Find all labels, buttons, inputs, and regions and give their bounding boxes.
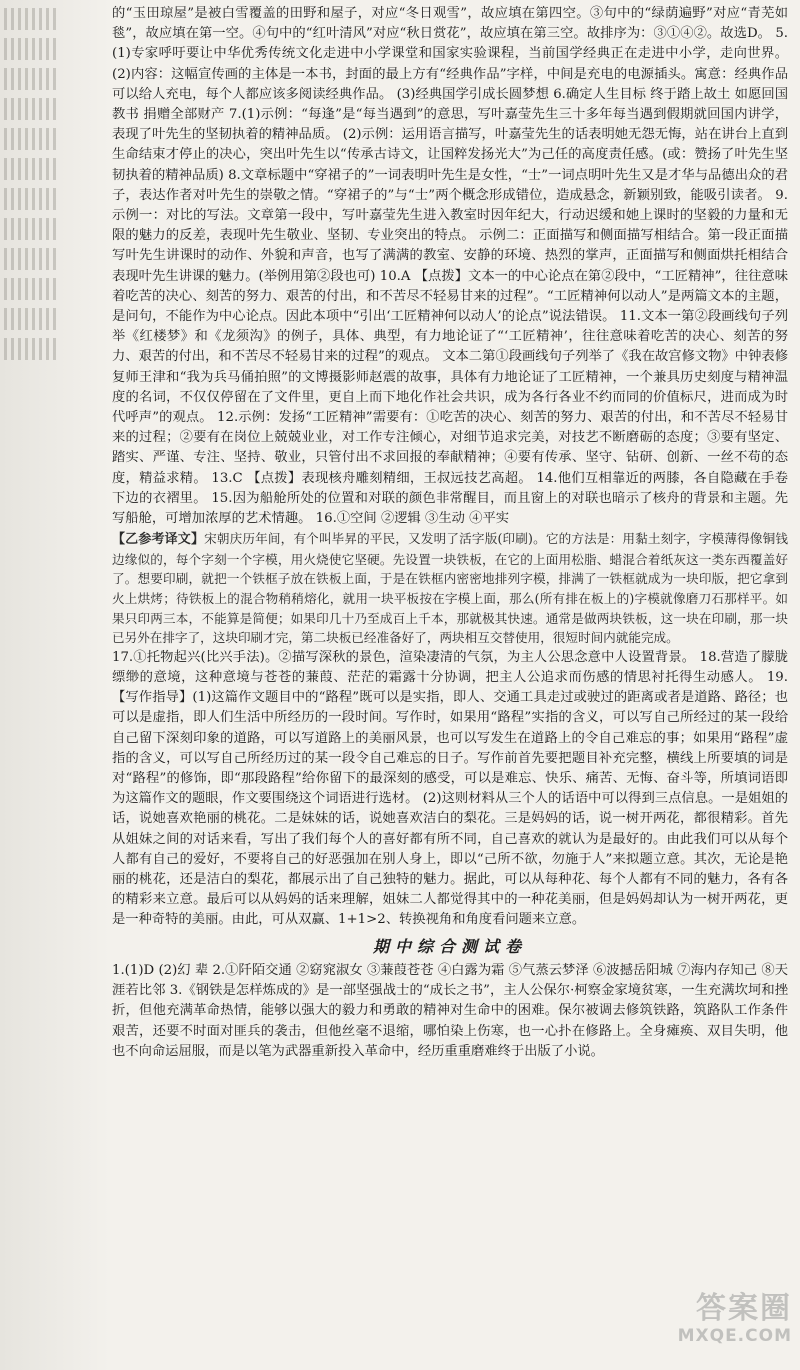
answer-text-block-2: 17.①托物起兴(比兴手法)。②描写深秋的景色，渲染凄清的气氛，为主人公思念意中人设置背景。 18.营造了朦胧缥缈的意境，这种意境与苍苍的蒹葭、茫茫的霜露十分协调，把主人公追求而伤感的情思衬托得生动感人。 19.【写作指导】(1)这篇作文题目中的“路程”既可以是实指，即人、交通工具走过或驶过的距离或者是道路、路径；也可以是虚指，即人们生活中所经历的一段时间。写作时，如果用“路程”实指的含义，可以写自己所经过的某一段给自己留下深刻印象的道路，可以写道路上的美丽风景，也可以写发生在道路上的令自己难忘的事；如果用“路程”虚指的含义，可以写自己所经历过的某一段令自己难忘的日子。写作前首先要把题目补充完整，横线上所要填的词是对“路程”的修饰，即“那段路程”给你留下的最深刻的感受，可以是难忘、快乐、痛苦、无悔、奋斗等，所填词语即为这篇作文的题眼，作文要围绕这个词语进行选材。 (2)这则材料从三个人的话语中可以得到三点信息。一是姐姐的话，说她喜欢艳丽的桃花。二是妹妹的话，说她喜欢洁白的梨花。三是妈妈的话，说一树开两花，都很精彩。首先从姐妹之间的对话来看，写出了我们每个人的喜好都有所不同，自己喜欢的就认为是最好的。由此我们可以从每个人都有自己的爱好，不要将自己的好恶强加在别人身上，即以“己所不欲，勿施于人”来拟题立意。其次，无论是艳丽的桃花，还是洁白的梨花，都展示出了自己独特的魅力。据此，可以从每种花、每个人都有不同的魅力，各有各的精彩来立意。最后可以从妈妈的话来理解，姐妹二人都觉得其中的一种花美丽，但是妈妈却认为一树开两花，更是一种奇特的美丽。由此，可从双赢、1+1>2、转换视角和角度看问题来立意。: [112, 649, 788, 928]
gutter-bleed-marks: [4, 8, 94, 368]
translation-block: [112, 529, 788, 648]
answer-text-block-1: 的“玉田琼屋”是被白雪覆盖的田野和屋子，对应“冬日观雪”，故应填在第四空。③句中的“绿荫遍野”对应“青芜如毯”，故应填在第一空。④句中的“红叶清风”对应“秋日赏花”，故应填在第三空。故排序为：③①④②。故选D。 5.(1)专家呼吁要让中华优秀传统文化走进中小学课堂和国家实验课程，当前国学经典正在走进中小学，走向世界。 (2)内容：这幅宣传画的主体是一本书，封面的最上方有“经典作品”字样，中间是充电的电源插头。寓意：经典作品可以给人充电，每个人都应该多阅读经典作品。 (3)经典国学引成长圆梦想 6.确定人生目标 终于踏上故土 如愿回国教书 捐赠全部财产 7.(1)示例：“每逢”是“每当遇到”的意思，写叶嘉莹先生三十多年每当遇到假期就回国内讲学，表现了叶先生的坚韧执着的精神品质。 (2)示例：运用语言描写，叶嘉莹先生的话表明她无怨无悔，站在讲台上直到生命结束才停止的决心，突出叶先生以“传承古诗文，让国粹发扬光大”为己任的高度责任感。(或：赞扬了叶先生坚韧执着的精神品质) 8.文章标题中“穿裙子的”一词表明叶先生是女性，“士”一词点明叶先生又是才华与品德出众的君子，表达作者对叶先生的崇敬之情。“穿裙子的”与“士”两个概念形成错位，造成悬念，新颖别致，能吸引读者。 9.示例一：对比的写法。文章第一段中，写叶嘉莹先生进入教室时因年纪大，行动迟缓和她上课时的坚毅的力量和无限的魅力的反差，表现叶先生敬业、坚韧、专业突出的特点。 示例二：正面描写和侧面描写相结合。第一段正面描写叶先生讲课时的动作、外貌和声音，也写了满满的教室、安静的环境、热烈的掌声，正面描写和侧面烘托相结合表现叶先生讲课的魅力。(举例用第②段也可) 10.A 【点拨】文本一的中心论点在第②段中，“工匠精神”，往往意味着吃苦的决心、刻苦的努力、艰苦的付出，和不苦尽不轻易甘来的过程”。“工匠精神何以动人”是两篇文本的主题，是问句，不能作为中心论点。因此本项中“引出‘工匠精神何以动人’的论点”说法错误。 11.文本一第②段画线句子列举《红楼梦》和《龙须沟》的例子，具体、典型，有力地论证了“‘工匠精神’，往往意味着吃苦的决心、刻苦的努力、艰苦的付出，和不苦尽不轻易甘来的过程”的观点。 文本二第①段画线句子列举了《我在故宫修文物》中钟表修复师王津和“我为兵马俑拍照”的文博摄影师赵震的故事，具体有力地论证了工匠精神，一个兼具历史刻度与精神温度的名词，不仅仅停留在了文件里，更自上而下地化作社会共识，成为各行各业不约而同的价值标尺，进而成为时代呼声”的观点。 12.示例：发扬“工匠精神”需要有：①吃苦的决心、刻苦的努力、艰苦的付出，和不苦尽不轻易甘来的过程；②要有在岗位上兢兢业业，对工作专注倾心，对细节追求完美，对技艺不断磨砺的态度；③要有坚定、踏实、严谨、专注、坚持、敬业，只管付出不求回报的奉献精神；④要有传承、坚守、钻研、创新、一丝不苟的态度，精益求精。 13.C 【点拨】表现核舟雕刻精细，王叔远技艺高超。 14.他们互相靠近的两膝，各自隐藏在手卷下边的衣褶里。 15.因为船舱所处的位置和对联的颜色非常醒目，而且窗上的对联也暗示了核舟的背景和主题。先写船舱，可增加浓厚的艺术情趣。 16.①空间 ②逻辑 ③生动 ④平实: [112, 6, 788, 527]
watermark-logo-text: 答案圈: [696, 1291, 792, 1326]
translation-label: 【乙参考译文】: [112, 532, 205, 548]
watermark-url: MXQE.COM: [677, 1326, 792, 1346]
binding-gutter: [0, 0, 110, 1370]
section-title: 期中综合测试卷: [372, 936, 527, 956]
answer-text-block-3: 1.(1)D (2)幻 辈 2.①阡陌交通 ②窈窕淑女 ③蒹葭苍苍 ④白露为霜 ⑤气蒸云梦泽 ⑥波撼岳阳城 ⑦海内存知己 ⑧天涯若比邻 3.《钢铁是怎样炼成的》是一部坚强战士的“成长之书”，主人公保尔·柯察金家境贫寒，一生充满坎坷和挫折，但他充满革命热情，能够以强大的毅力和勇敢的精神对生命中的困难。保尔被调去修筑铁路，筑路队工作条件艰苦，还要不时面对匪兵的袭击，但他丝毫不退缩，哪怕染上伤寒，也一心扑在修路上。全身瘫痪、双目失明，他也不向命运屈服，而是以笔为武器重新投入革命中，经历重重磨难终于出版了小说。: [112, 962, 788, 1059]
site-watermark-logo: [622, 1292, 792, 1356]
translation-text: 宋朝庆历年间，有个叫毕昇的平民，又发明了活字版(印刷)。它的方法是：用黏土刻字，字模薄得像铜钱边缘似的，每个字刻一个字模，用火烧使它坚硬。先设置一块铁板，在它的上面用松脂、蜡混合着纸灰这一类东西覆盖好了。想要印刷，就把一个铁框子放在铁板上面，于是在铁框内密密地排列字模，排满了一铁框就成为一块印版，把它拿到火上烘烤；待铁板上的混合物稍稍熔化，就用一块平板按在字模上面，那么(所有排在板上的)字模就像磨刀石那样平。如果只印两三本，不能算是简便；如果印几十乃至成百上千本，那就极其快速。通常是做两块铁板，这一块在印刷，那一块已另外在排字了，这块印刷才完，第二块板已经准备好了，两块相互交替使用，很短时间内就能完成。: [112, 531, 788, 646]
answer-page: [112, 4, 788, 1366]
